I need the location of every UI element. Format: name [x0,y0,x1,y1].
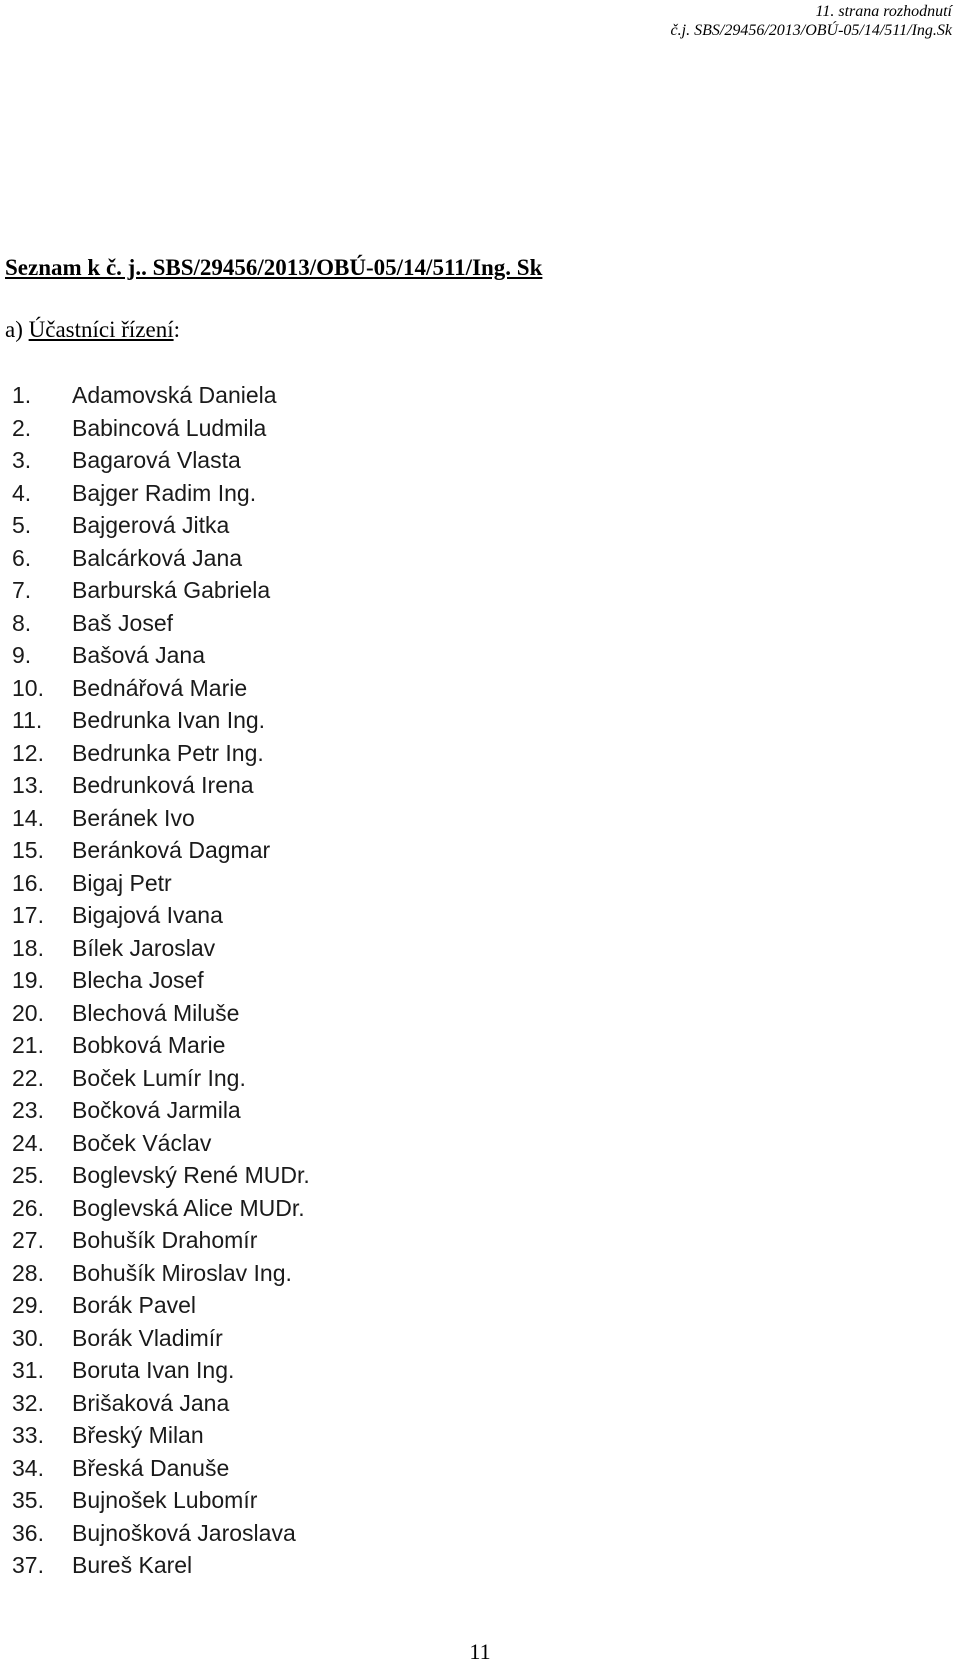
list-item [12,1322,310,1355]
list-item [12,1192,310,1225]
list-item-number: 35. [12,1487,44,1513]
list-item [12,737,310,770]
list-item-number: 4. [12,479,32,506]
list-item-name: Brišaková Jana [72,1389,230,1416]
list-item [12,1094,310,1127]
list-item [12,412,310,445]
list-item-number: 32. [12,1389,44,1416]
list-item-number: 10. [12,674,44,701]
list-item-name: Bílek Jaroslav [72,934,216,961]
list-item [12,1354,310,1387]
list-item-number: 24. [12,1129,44,1156]
list-item [12,769,310,802]
list-item-name: Břeská Danuše [72,1454,230,1481]
list-item-number: 8. [12,609,32,636]
list-item-number: 36. [12,1519,44,1546]
list-item-name: Bočková Jarmila [72,1097,241,1123]
list-item [12,1549,310,1582]
list-item-name: Bureš Karel [72,1552,193,1578]
list-item-name: Břeský Milan [72,1422,204,1448]
list-item-name: Bajger Radim Ing. [72,479,257,506]
list-item-number: 25. [12,1162,44,1188]
list-item-number: 9. [12,642,32,668]
list-item [12,834,310,867]
list-item [12,1452,310,1485]
list-item-name: Beránková Dagmar [72,837,271,863]
list-item [12,932,310,965]
list-item-number: 5. [12,512,32,538]
page-header [671,2,952,40]
list-item-number: 15. [12,837,44,863]
list-item [12,802,310,835]
list-item-number: 12. [12,739,44,766]
list-item [12,997,310,1030]
list-item-number: 34. [12,1454,44,1481]
list-item-name: Bujnošková Jaroslava [72,1519,296,1546]
list-item [12,1517,310,1550]
list-item-name: Borák Vladimír [72,1324,223,1351]
list-item-number: 30. [12,1324,44,1351]
list-item-name: Bajgerová Jitka [72,512,230,538]
list-item-number: 17. [12,902,44,928]
list-item-number: 2. [12,414,32,441]
list-item [12,379,310,412]
list-item-name: Beránek Ivo [72,804,195,831]
list-item [12,542,310,575]
list-item [12,1289,310,1322]
list-item [12,1029,310,1062]
list-item-name: Bigajová Ivana [72,902,223,928]
list-item-name: Baš Josef [72,609,173,636]
list-item-number: 11. [12,707,43,733]
list-item [12,1419,310,1452]
list-item-number: 37. [12,1552,44,1578]
list-item-name: Adamovská Daniela [72,382,277,408]
list-item-name: Bedrunka Petr Ing. [72,739,264,766]
list-item-name: Boček Lumír Ing. [72,1064,246,1091]
list-item-name: Bednářová Marie [72,674,248,701]
list-item [12,1257,310,1290]
list-item [12,574,310,607]
list-item-name: Blecha Josef [72,967,204,993]
list-item-number: 14. [12,804,44,831]
list-item [12,607,310,640]
section-prefix: a) [5,317,29,342]
list-item-name: Boglevský René MUDr. [72,1162,310,1188]
list-item-name: Bohušík Drahomír [72,1227,258,1253]
list-item-number: 33. [12,1422,44,1448]
list-item-name: Bobková Marie [72,1032,226,1058]
list-item-number: 19. [12,967,44,993]
list-item [12,867,310,900]
list-item-number: 27. [12,1227,44,1253]
page-number: 11 [469,1639,491,1664]
list-item-number: 29. [12,1292,44,1318]
list-item-name: Boruta Ivan Ing. [72,1357,235,1383]
list-item-number: 16. [12,869,44,896]
list-item-number: 1. [12,382,32,408]
list-item [12,672,310,705]
list-item [12,964,310,997]
list-item [12,639,310,672]
list-item-name: Bedrunková Irena [72,772,254,798]
list-item [12,1484,310,1517]
list-item [12,1387,310,1420]
list-item-number: 20. [12,999,44,1026]
list-item-number: 28. [12,1259,44,1286]
header-reference: č.j. SBS/29456/2013/OBÚ-05/14/511/Ing.Sk [670,22,952,39]
list-item-number: 31. [12,1357,44,1383]
list-item [12,704,310,737]
list-item-number: 7. [12,577,32,603]
list-item-name: Boglevská Alice MUDr. [72,1194,305,1221]
list-item [12,1062,310,1095]
list-item-name: Babincová Ludmila [72,414,267,441]
list-item [12,509,310,542]
list-item-name: Bujnošek Lubomír [72,1487,258,1513]
list-item-name: Bagarová Vlasta [72,447,241,473]
list-item-name: Bašová Jana [72,642,205,668]
list-item-name: Barburská Gabriela [72,577,271,603]
list-item-number: 22. [12,1064,44,1091]
list-item [12,1224,310,1257]
list-item [12,444,310,477]
list-item [12,477,310,510]
list-item-name: Bohušík Miroslav Ing. [72,1259,292,1286]
section-heading [5,316,180,344]
list-item-name: Balcárková Jana [72,544,243,571]
list-item [12,1159,310,1192]
header-page-label: 11. strana rozhodnutí [815,3,952,20]
list-item-name: Blechová Miluše [72,999,240,1026]
participant-list [12,379,310,1582]
list-item-number: 6. [12,544,32,571]
list-item-name: Bedrunka Ivan Ing. [72,707,266,733]
list-item [12,1127,310,1160]
list-item-number: 26. [12,1194,44,1221]
list-item-name: Borák Pavel [72,1292,197,1318]
list-item-name: Bigaj Petr [72,869,172,896]
list-item-number: 23. [12,1097,44,1123]
section-suffix: : [173,317,180,342]
list-item [12,899,310,932]
list-item-number: 21. [12,1032,44,1058]
list-item-name: Boček Václav [72,1129,212,1156]
list-item-number: 3. [12,447,32,473]
section-label: Účastníci řízení [28,317,174,342]
list-item-number: 13. [12,772,44,798]
document-title: Seznam k č. j.. SBS/29456/2013/OBÚ-05/14/511/Ing. Sk [5,255,543,280]
list-item-number: 18. [12,934,44,961]
